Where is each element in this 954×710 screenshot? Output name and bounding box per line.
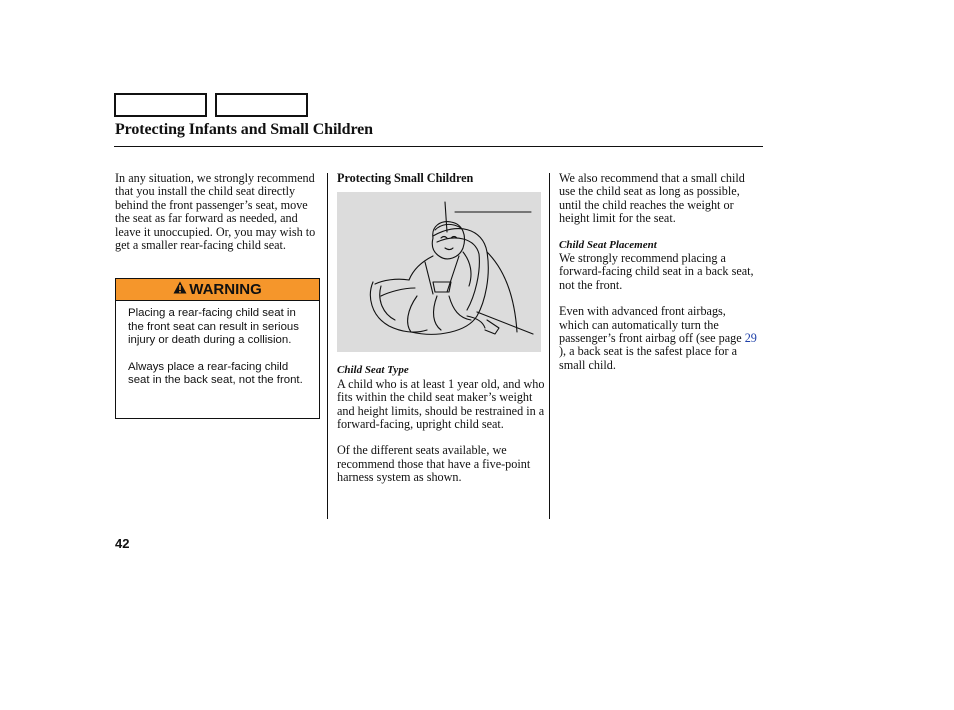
warning-label: WARNING (189, 281, 262, 298)
column-3 (559, 172, 757, 372)
column-divider-2 (549, 173, 550, 519)
warning-header (116, 279, 319, 301)
warning-paragraph-1: Placing a rear-facing child seat in the front seat can result in serious injury or death during a collision. (128, 307, 299, 346)
warning-paragraph-2: Always place a rear-facing child seat in the back seat, not the front. (128, 360, 303, 386)
intro-paragraph: In any situation, we strongly recommend that you install the child seat directly behind the front passenger’s seat, move the seat as far forward as needed, and leave it unoccupied. Or, you may wish to get a smaller rear-facing child seat. (115, 171, 316, 253)
warning-triangle-icon (173, 281, 187, 298)
column-divider-1 (327, 173, 328, 519)
page-29-link[interactable]: 29 (744, 331, 757, 346)
recommend-paragraph: We also recommend that a small child use the child seat as long as possible, until the child reaches the weight or height limit for the seat. (559, 171, 745, 226)
warning-body (116, 301, 319, 388)
placement-paragraph: We strongly recommend placing a forward-facing child seat in a back seat, not the front. (559, 251, 754, 292)
airbag-paragraph: Even with advanced front airbags, which can automatically turn the passenger’s front airbag off (see page 29 ), a back seat is the safest place for a small child. (559, 304, 757, 372)
page-number: 42 (115, 536, 130, 551)
child-seat-type-heading: Child Seat Type (337, 364, 409, 377)
warning-box (115, 278, 320, 419)
nav-button-2[interactable] (215, 93, 308, 117)
child-seat-illustration (337, 192, 541, 352)
child-seat-type-paragraph-1: A child who is at least 1 year old, and who fits within the child seat maker’s weight and height limits, should be restrained in a forward-facing, upright child seat. (337, 376, 545, 432)
column-2 (337, 172, 545, 485)
title-rule (114, 146, 763, 147)
section-heading: Protecting Small Children (337, 171, 474, 185)
nav-button-1[interactable] (114, 93, 207, 117)
column-1 (115, 172, 321, 252)
page-title: Protecting Infants and Small Children (115, 121, 373, 138)
child-seat-placement-heading: Child Seat Placement (559, 238, 657, 251)
child-seat-type-paragraph-2: Of the different seats available, we recommend those that have a five-point harness system as shown. (337, 443, 531, 485)
